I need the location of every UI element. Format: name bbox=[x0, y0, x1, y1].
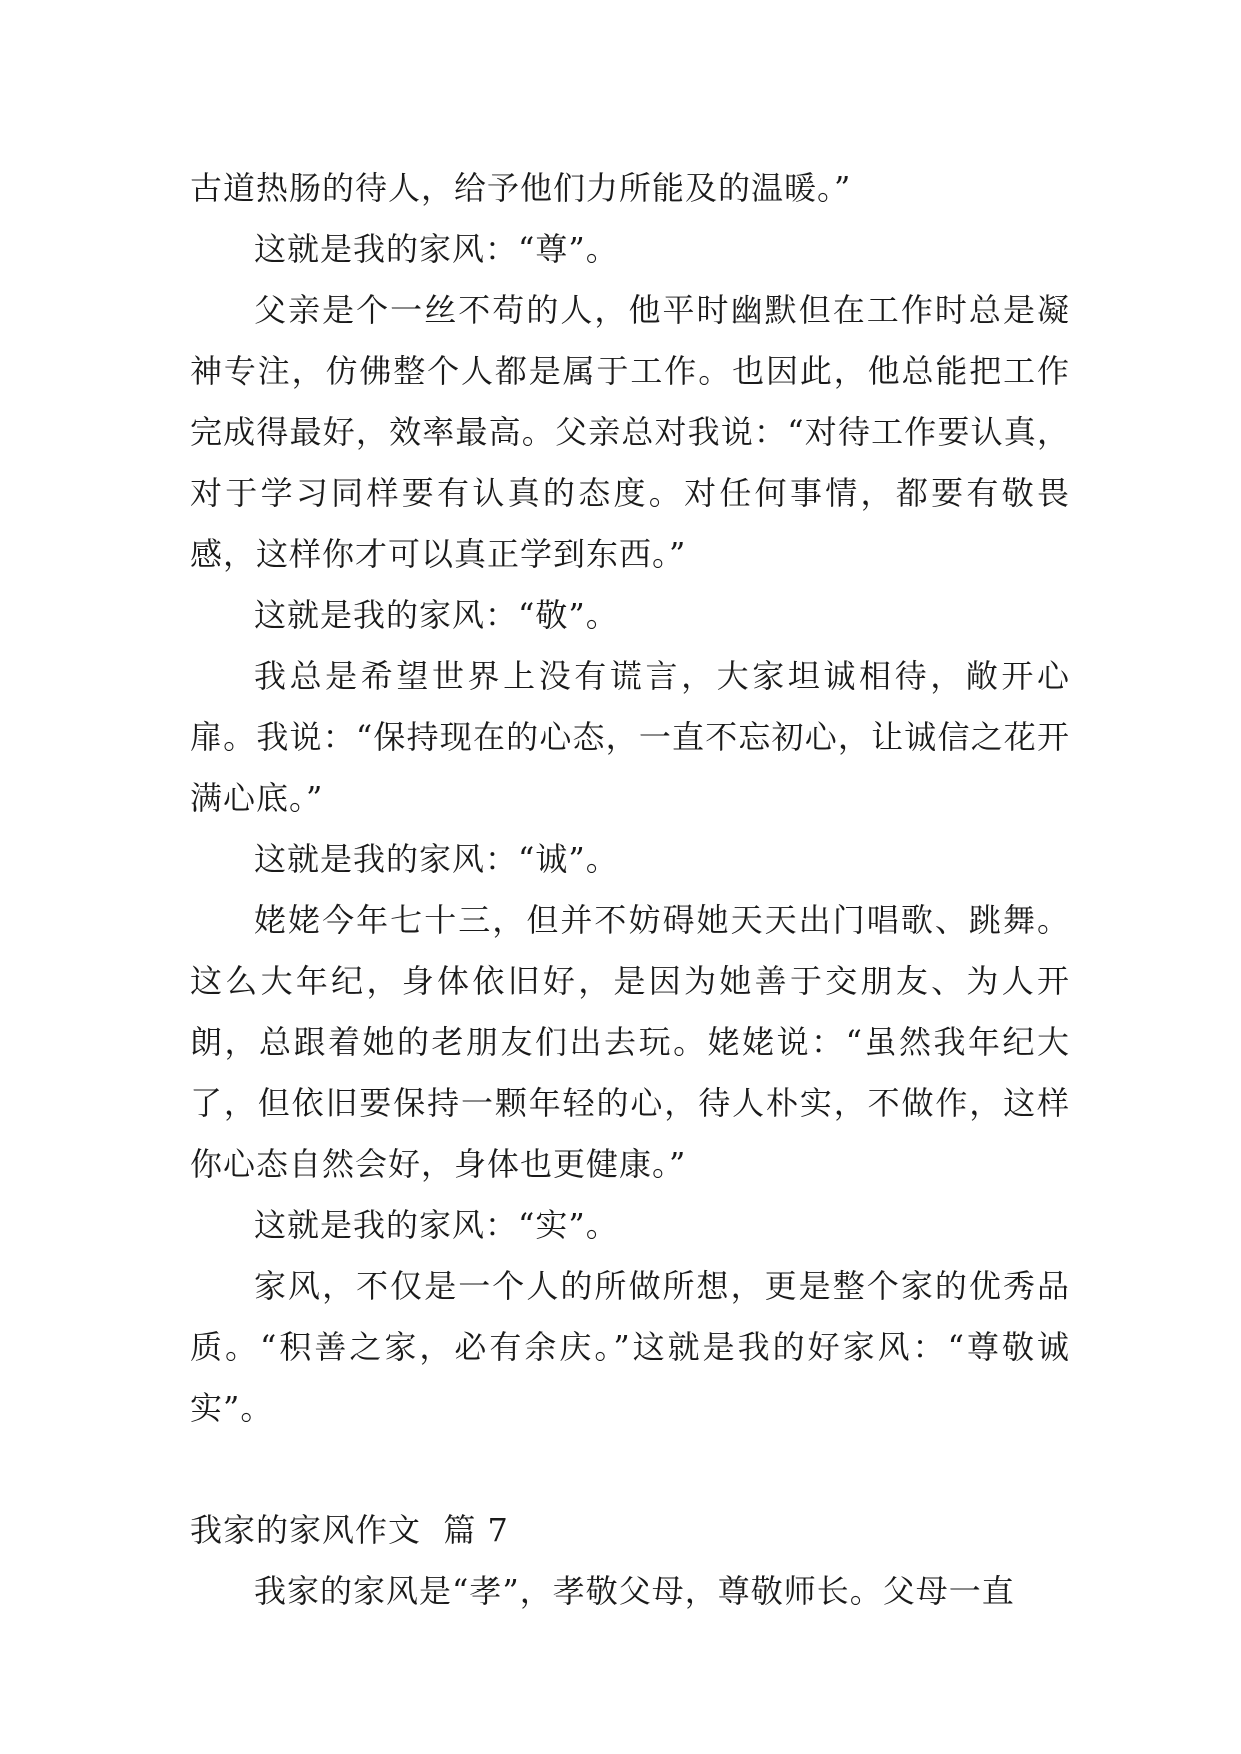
section-first-paragraph: 我家的家风是“孝”，孝敬父母，尊敬师长。父母一直 bbox=[254, 1572, 1015, 1610]
paragraph-7: 这就是我的家风：“实”。 bbox=[254, 1206, 619, 1244]
text-column bbox=[190, 158, 1070, 1622]
paragraph-4: 我总是希望世界上没有谎言，大家坦诚相待，敞开心扉。我说：“保持现在的心态，一直不忘初心，让诚信之花开满心底。” bbox=[190, 657, 1070, 817]
paragraph-1: 这就是我的家风：“尊”。 bbox=[254, 230, 619, 268]
paragraph-8: 家风，不仅是一个人的所做所想，更是整个家的优秀品质。“积善之家，必有余庆。”这就是我的好家风：“尊敬诚实”。 bbox=[190, 1267, 1070, 1427]
paragraph-6: 姥姥今年七十三，但并不妨碍她天天出门唱歌、跳舞。这么大年纪，身体依旧好，是因为她善于交朋友、为人开朗，总跟着她的老朋友们出去玩。姥姥说：“虽然我年纪大了，但依旧要保持一颗年轻的心，待人朴实，不做作，这样你心态自然会好，身体也更健康。” bbox=[190, 901, 1070, 1183]
paragraph-3: 这就是我的家风：“敬”。 bbox=[254, 596, 619, 634]
paragraph-2: 父亲是个一丝不苟的人，他平时幽默但在工作时总是凝神专注，仿佛整个人都是属于工作。也因此，他总能把工作完成得最好，效率最高。父亲总对我说：“对待工作要认真，对于学习同样要有认真的态度。对任何事情，都要有敬畏感，这样你才可以真正学到东西。” bbox=[190, 291, 1070, 573]
paragraph-5: 这就是我的家风：“诚”。 bbox=[254, 840, 619, 878]
section-heading: 我家的家风作文 篇 7 bbox=[190, 1511, 509, 1549]
continued-paragraph: 古道热肠的待人，给予他们力所能及的温暖。” bbox=[190, 169, 852, 207]
